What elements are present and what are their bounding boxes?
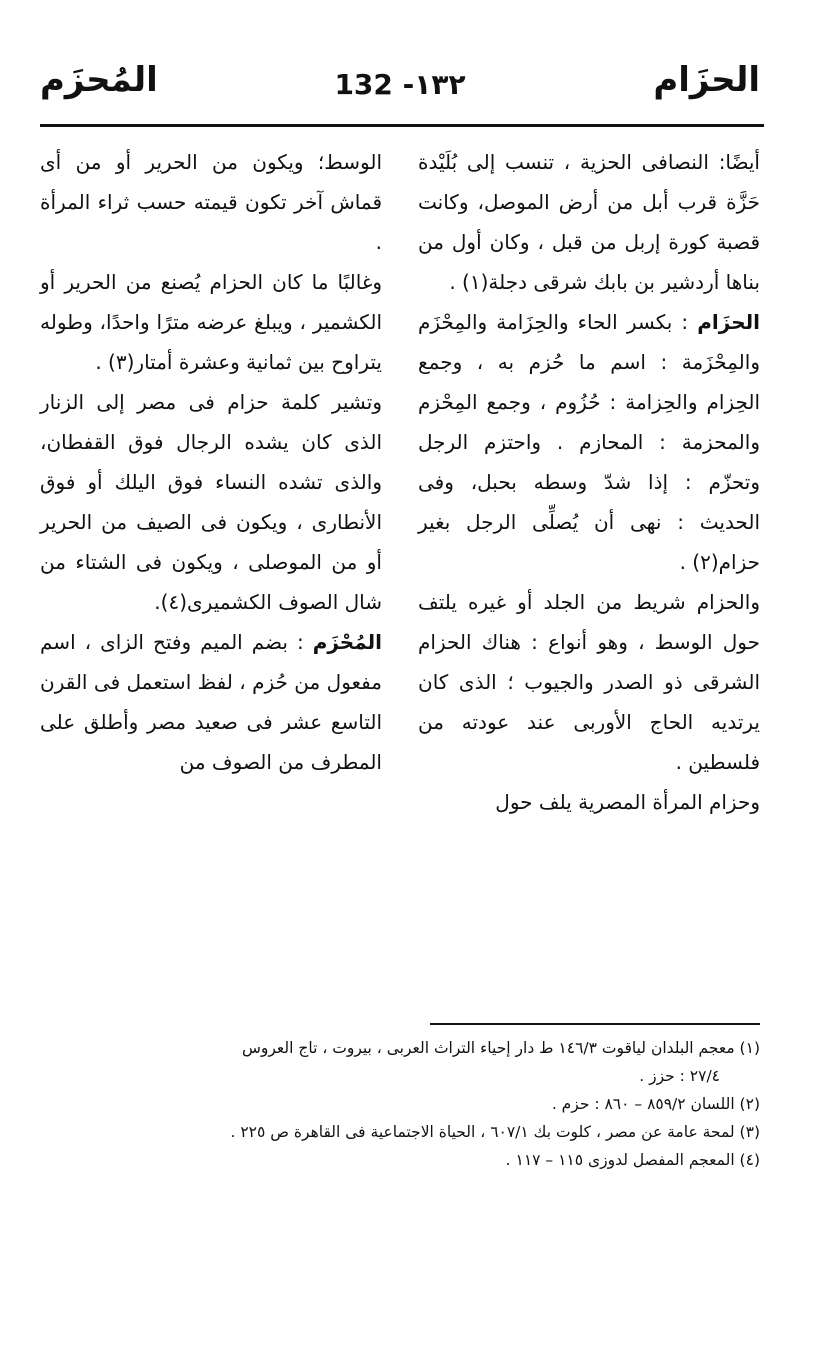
header-rule xyxy=(40,124,764,127)
page-header xyxy=(40,60,760,120)
running-head-last-entry: المُحزَم xyxy=(40,60,158,100)
footnote: (١) معجم البلدان لياقوت ١٤٦/٣ ط دار إحياء التراث العربى ، بيروت ، تاج العروس xyxy=(241,1039,760,1057)
footnote-continuation: ٢٧/٤ : حزز . xyxy=(639,1067,720,1085)
right-text-column xyxy=(418,142,760,822)
paragraph-text: وتشير كلمة حزام فى مصر إلى الزنار الذى كان يشده الرجال فوق القفطان، والذى تشده النساء فوق اليلك أو فوق الأنطارى ، ويكون فى الصيف من الحرير أو من الموصلى ، ويكون فى الشتاء من شال الصوف الكشميرى(٤). xyxy=(40,390,382,614)
entry-headword: المُحْزَم xyxy=(312,630,382,654)
paragraph xyxy=(40,142,382,262)
page-number: 132 -١٣٢ xyxy=(334,68,466,101)
paragraph-text: : بكسر الحاء والحِزَامة والمِحْزَم والمِحْزَمة : اسم ما حُزم به ، وجمع الحِزام والحِزامة : حُزُوم ، وجمع المِحْزم والمحزمة : المحازم . واحتزم الرجل وتحزّم : إذا شدّ وسطه بحبل، وفى الحديث : نهى أن يُصلِّى الرجل بغير حزام(٢) . xyxy=(418,310,760,574)
paragraph xyxy=(418,782,760,822)
paragraph-text: وغالبًا ما كان الحزام يُصنع من الحرير أو الكشمير ، ويبلغ عرضه مترًا واحدًا، وطوله يتراوح بين ثمانية وعشرة أمتار(٣) . xyxy=(40,270,382,374)
paragraph-text: الوسط؛ ويكون من الحرير أو من أى قماش آخر تكون قيمته حسب ثراء المرأة . xyxy=(40,150,382,254)
entry-headword: الحزَام xyxy=(697,310,760,334)
left-text-column xyxy=(40,142,382,782)
paragraph xyxy=(40,382,382,622)
paragraph xyxy=(418,582,760,782)
entry-paragraph xyxy=(40,622,382,782)
running-head-first-entry: الحزَام xyxy=(653,60,760,100)
footnote-rule xyxy=(430,1023,760,1025)
footnotes xyxy=(40,1034,760,1174)
footnote: (٤) المعجم المفصل لدوزى ١١٥ – ١١٧ . xyxy=(505,1151,760,1169)
paragraph-text: : بضم الميم وفتح الزاى ، اسم مفعول من حُزم ، لفظ استعمل فى القرن التاسع عشر فى صعيد مصر وأطلق على المطرف من الصوف من xyxy=(40,630,382,774)
paragraph-text: أيضًا: النصافى الحزية ، تنسب إلى بُلَيْدة حَزَّة قرب أبل من أرض الموصل، وكانت قصبة كورة إربل من قبل ، وكان أول من بناها أردشير بن بابك شرقى دجلة(١) . xyxy=(418,150,760,294)
paragraph-text: وحزام المرأة المصرية يلف حول xyxy=(495,790,760,814)
paragraph xyxy=(418,142,760,302)
paragraph xyxy=(40,262,382,382)
footnote: (٣) لمحة عامة عن مصر ، كلوت بك ٦٠٧/١ ، الحياة الاجتماعية فى القاهرة ص ٢٢٥ . xyxy=(230,1123,760,1141)
entry-paragraph xyxy=(418,302,760,582)
footnote: (٢) اللسان ٨٥٩/٢ – ٨٦٠ : حزم . xyxy=(551,1095,760,1113)
paragraph-text: والحزام شريط من الجلد أو غيره يلتف حول الوسط ، وهو أنواع : هناك الحزام الشرقى ذو الصدر والجيوب ؛ الذى كان يرتديه الحاج الأوربى عند عودته من فلسطين . xyxy=(418,590,760,774)
